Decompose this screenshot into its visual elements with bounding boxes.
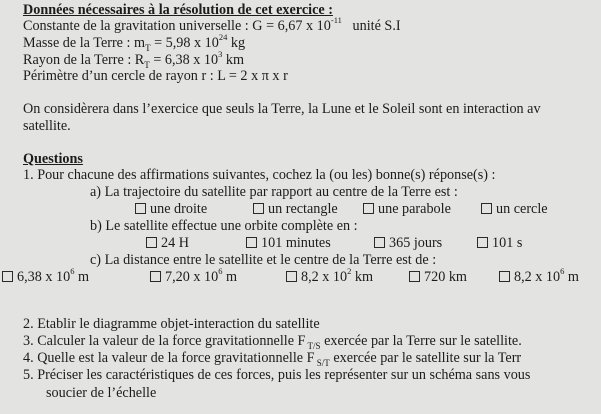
option-label: 101 minutes <box>261 235 331 251</box>
option-a-2[interactable] <box>253 201 363 217</box>
checkbox[interactable] <box>135 203 146 214</box>
question-1a-options <box>135 201 548 217</box>
g-label: Constante de la gravitation universelle : G = 6,67 x 10 <box>23 18 331 34</box>
question-1c-options <box>2 266 579 285</box>
checkbox[interactable] <box>481 203 492 214</box>
checkbox[interactable] <box>246 237 257 248</box>
option-unit: m <box>222 269 238 285</box>
question-1c: c) La distance entre le satellite et le centre de la Terre est de : <box>90 252 437 268</box>
option-b-2[interactable] <box>246 235 374 251</box>
questions-heading: Questions <box>23 151 83 167</box>
option-c-1[interactable] <box>2 266 150 285</box>
earth-mass <box>23 32 246 53</box>
earth-radius <box>23 49 245 70</box>
option-b-4[interactable] <box>477 235 522 251</box>
question-3 <box>23 333 522 349</box>
option-base: 8,2 x 10 <box>301 269 348 285</box>
option-c-3[interactable] <box>286 266 409 285</box>
option-exponent: 6 <box>560 266 565 277</box>
q4-rest: exercée par le satellite sur la Terr <box>329 350 522 366</box>
checkbox[interactable] <box>253 203 264 214</box>
rt-unit: km <box>222 52 245 68</box>
checkbox[interactable] <box>150 271 161 282</box>
question-1b-options <box>146 235 522 251</box>
option-unit: m <box>564 269 579 285</box>
option-b-1[interactable] <box>146 235 246 251</box>
gravitation-constant <box>23 15 401 34</box>
option-label: un cercle <box>496 201 548 217</box>
option-label: 365 jours <box>389 235 443 251</box>
option-exponent: 6 <box>218 266 223 277</box>
option-c-2[interactable] <box>150 266 286 285</box>
checkbox[interactable] <box>499 271 510 282</box>
rt-label: Rayon de la Terre : R <box>23 52 145 68</box>
question-4 <box>23 350 521 366</box>
g-unit: unité S.I <box>352 18 401 34</box>
mt-sub: T <box>145 42 151 53</box>
q4-sub: S/T <box>314 357 330 368</box>
checkbox[interactable] <box>409 271 420 282</box>
mt-value: = 5,98 x 10 <box>150 35 219 51</box>
option-base: 6,38 x 10 <box>17 269 71 285</box>
mt-exponent: 24 <box>218 32 228 43</box>
q3-sub: T/S <box>305 340 321 351</box>
option-base: 720 km <box>424 269 467 285</box>
checkbox[interactable] <box>374 237 385 248</box>
option-a-3[interactable] <box>363 201 481 217</box>
option-b-3[interactable] <box>374 235 477 251</box>
question-2: 2. Etablir le diagramme objet-interaction du satellite <box>23 316 320 332</box>
intro-line-2: satellite. <box>23 118 71 134</box>
option-base: 7,20 x 10 <box>165 269 219 285</box>
rt-value: = 6,38 x 10 <box>149 52 219 68</box>
option-unit: m <box>74 269 90 285</box>
option-label: 24 H <box>161 235 189 251</box>
option-a-4[interactable] <box>481 201 548 217</box>
option-c-5[interactable] <box>499 266 579 285</box>
checkbox[interactable] <box>2 271 13 282</box>
option-exponent: 6 <box>70 266 75 277</box>
question-1a: a) La trajectoire du satellite par rapport au centre de la Terre est : <box>90 184 458 200</box>
mt-label: Masse de la Terre : m <box>23 35 146 51</box>
q3-rest: exercée par la Terre sur le satellite. <box>320 333 522 349</box>
option-label: un rectangle <box>268 201 338 217</box>
option-label: une parabole <box>378 201 451 217</box>
option-c-4[interactable] <box>409 269 499 285</box>
option-exponent: 2 <box>347 266 352 277</box>
checkbox[interactable] <box>363 203 374 214</box>
checkbox[interactable] <box>477 237 488 248</box>
circle-perimeter: Périmètre d’un cercle de rayon r : L = 2 x π x r <box>23 68 288 84</box>
q4-text: 4. Quelle est la valeur de la force gravitationnelle F <box>23 350 315 366</box>
rt-sub: T <box>144 59 150 70</box>
option-unit: km <box>351 269 374 285</box>
question-1: 1. Pour chacune des affirmations suivantes, cochez la (ou les) bonne(s) réponse(s) : <box>23 167 496 183</box>
g-exponent: -11 <box>330 15 342 26</box>
question-5-cont: soucier de l’échelle <box>46 385 157 401</box>
rt-exponent: 3 <box>218 49 223 60</box>
question-1b: b) Le satellite effectue une orbite complète en : <box>90 218 358 234</box>
option-base: 8,2 x 10 <box>514 269 561 285</box>
checkbox[interactable] <box>146 237 157 248</box>
data-heading: Données nécessaires à la résolution de cet exercice : <box>23 2 333 18</box>
question-5: 5. Préciser les caractéristiques de ces forces, puis les représenter sur un schéma sans vous <box>23 367 531 383</box>
option-label: 101 s <box>492 235 523 251</box>
intro-line-1: On considèrera dans l’exercice que seuls la Terre, la Lune et le Soleil sont en interaction av <box>23 101 541 117</box>
mt-unit: kg <box>227 35 246 51</box>
checkbox[interactable] <box>286 271 297 282</box>
option-label: une droite <box>150 201 208 217</box>
option-a-1[interactable] <box>135 201 253 217</box>
q3-text: 3. Calculer la valeur de la force gravitationnelle F <box>23 333 306 349</box>
